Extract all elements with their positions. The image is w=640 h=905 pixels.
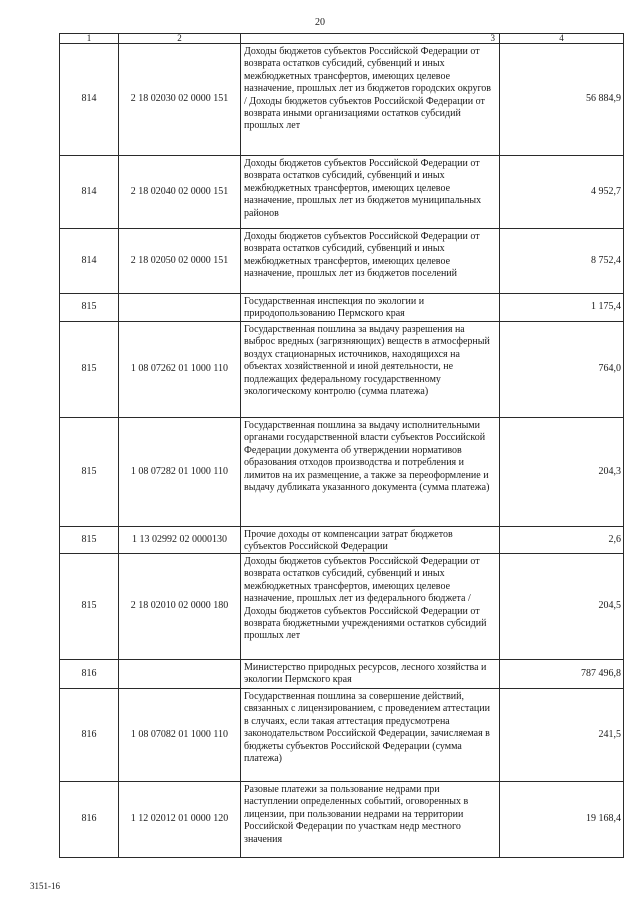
amount: 764,0 [500,322,624,418]
admin-code: 816 [60,660,119,689]
budget-classification-code: 1 08 07282 01 1000 110 [119,418,241,527]
amount: 8 752,4 [500,229,624,294]
revenue-description: Прочие доходы от компенсации затрат бюджетов субъектов Российской Федерации [244,529,453,553]
budget-classification-code: 1 13 02992 02 0000130 [119,527,241,554]
table-row [60,782,624,858]
admin-code: 814 [60,229,119,294]
admin-code: 814 [60,44,119,156]
amount: 19 168,4 [500,782,624,858]
admin-code: 815 [60,418,119,527]
amount: 56 884,9 [500,44,624,156]
budget-classification-code: 2 18 02040 02 0000 151 [119,156,241,229]
column-header-3: 3 [241,34,500,44]
amount: 241,5 [500,689,624,782]
budget-classification-code: 1 08 07262 01 1000 110 [119,322,241,418]
revenue-description: Государственная инспекция по экологии и природопользованию Пермского края [244,296,425,320]
amount: 204,3 [500,418,624,527]
revenue-description: Доходы бюджетов субъектов Российской Федерации от возврата остатков субсидий, субвенций и иных межбюджетных трансфертов, имеющих целевое назначение, прошлых лет из федерального бюджета / Доходы бюджетов субъектов Российской Федерации от возврата бюджетными учреждениями остатков субсидий прошлых лет [244,556,487,642]
budget-classification-code: 2 18 02030 02 0000 151 [119,44,241,156]
table-row [60,229,624,294]
revenue-description: Разовые платежи за пользование недрами при наступлении определенных событий, оговоренных в лицензии, при пользовании недрами на территории Российской Федерации по участкам недр местного значения [244,784,469,845]
column-header-row [60,34,624,44]
table-row [60,527,624,554]
amount: 1 175,4 [500,294,624,322]
amount: 204,5 [500,554,624,660]
admin-code: 815 [60,527,119,554]
revenue-description: Доходы бюджетов субъектов Российской Федерации от возврата остатков субсидий, субвенций и иных межбюджетных трансфертов, имеющих целевое назначение, прошлых лет из бюджетов городских округов / Доходы бюджетов субъектов Российской Федерации от возврата иными организациями остатков субсидий прошлых лет [244,46,492,132]
budget-classification-code: 2 18 02050 02 0000 151 [119,229,241,294]
admin-code: 816 [60,689,119,782]
table-row [60,156,624,229]
budget-revenue-table [59,33,624,858]
budget-classification-code [119,660,241,689]
table-row [60,322,624,418]
table-row [60,44,624,156]
table-row [60,660,624,689]
column-header-1: 1 [60,34,119,44]
amount: 787 496,8 [500,660,624,689]
admin-code: 815 [60,294,119,322]
revenue-description: Доходы бюджетов субъектов Российской Федерации от возврата остатков субсидий, субвенций и иных межбюджетных трансфертов, имеющих целевое назначение, прошлых лет из бюджетов поселений [244,231,480,280]
amount: 4 952,7 [500,156,624,229]
document-footer-code: 3151-16 [30,881,60,891]
table-row [60,554,624,660]
budget-classification-code [119,294,241,322]
table-row [60,418,624,527]
budget-classification-code: 1 12 02012 01 0000 120 [119,782,241,858]
revenue-description: Государственная пошлина за выдачу разрешения на выброс вредных (загрязняющих) веществ в атмосферный воздух стационарных источников, находящихся на объектах хозяйственной и иной деятельности, не подлежащих федеральному государственному экологическому контролю (сумма платежа) [244,324,490,398]
revenue-description: Государственная пошлина за совершение действий, связанных с лицензированием, с проведением аттестации в случаях, если такая аттестация предусмотрена законодательством Российской Федерации, зачисляемая в бюджеты субъектов Российской Федерации (сумма платежа) [244,691,490,765]
budget-classification-code: 2 18 02010 02 0000 180 [119,554,241,660]
column-header-2: 2 [119,34,241,44]
column-header-4: 4 [500,34,624,44]
page-number: 20 [315,17,325,28]
revenue-description: Государственная пошлина за выдачу исполнительными органами государственной власти субъектов Российской Федерации документа об утверждении нормативов образования отходов производства и потребления и лимитов на их размещение, а также за переоформление и выдачу дубликата указанного документа (сумма платежа) [244,420,490,494]
admin-code: 815 [60,322,119,418]
table-row [60,294,624,322]
amount: 2,6 [500,527,624,554]
admin-code: 814 [60,156,119,229]
revenue-description: Доходы бюджетов субъектов Российской Федерации от возврата остатков субсидий, субвенций и иных межбюджетных трансфертов, имеющих целевое назначение, прошлых лет из бюджетов муниципальных районов [244,158,482,219]
revenue-description: Министерство природных ресурсов, лесного хозяйства и экологии Пермского края [244,662,487,686]
admin-code: 816 [60,782,119,858]
budget-classification-code: 1 08 07082 01 1000 110 [119,689,241,782]
admin-code: 815 [60,554,119,660]
table-row [60,689,624,782]
